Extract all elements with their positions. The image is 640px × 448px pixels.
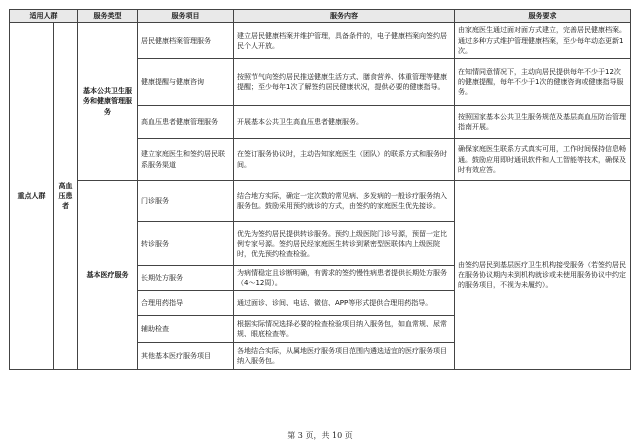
service-item-requirement: 由家庭医生通过面对面方式建立，完善居民健康档案。通过多种方式维护管理健康档案，至少每年动态更新1次。 [455,23,631,59]
table-row [10,180,631,222]
service-item-content: 根据实际情况选择必要的检查检验项目纳入服务包，如血常规、尿常规、眼底检查等。 [234,315,455,342]
service-item-name: 合理用药指导 [138,290,234,315]
service-item-content: 优先为签约居民提供转诊服务。预约上级医院门诊号源，预留一定比例专家号源。签约居民经家庭医生转诊到紧密型医联体内上级医院时，优先预约检查检验。 [234,222,455,266]
header-row [10,10,631,23]
service-item-name: 长期处方服务 [138,266,234,291]
page-footer: 第 3 页，共 10 页 [287,431,353,440]
service-item-content: 开展基本公共卫生高血压患者健康服务。 [234,106,455,139]
service-item-requirement: 由签约居民到基层医疗卫生机构接受服务（若签约居民在服务协议期内未到机构就诊或未使用服务协议中约定的服务项目，不视为未履约）。 [455,180,631,369]
service-item-requirement: 确保家庭医生联系方式真实可用，工作时间保持信息畅通。鼓励应用即时通讯软件和人工智能等技术，确保及时有效应答。 [455,139,631,181]
service-item-content: 建立居民健康档案并维护管理，具备条件的，电子健康档案向签约居民个人开放。 [234,23,455,59]
service-item-name: 转诊服务 [138,222,234,266]
header-population: 适用人群 [10,10,78,23]
header-service-type: 服务类型 [78,10,138,23]
header-service-requirement: 服务要求 [455,10,631,23]
service-item-name: 其他基本医疗服务项目 [138,342,234,369]
service-item-content: 各地结合实际，从属地医疗服务项目范围内遴选适宜的医疗服务项目纳入服务包。 [234,342,455,369]
service-item-content: 按照节气向签约居民推送健康生活方式、膳食营养、体重管理等健康提醒；至少每年1次了解签约居民健康状况，提供必要的健康指导。 [234,59,455,106]
service-item-name: 门诊服务 [138,180,234,222]
header-service-item: 服务项目 [138,10,234,23]
service-item-content: 结合地方实际，确定一定次数的常见病、多发病的一般诊疗服务纳入服务包。鼓励采用预约就诊的方式，由签约的家庭医生优先接诊。 [234,180,455,222]
service-item-name: 高血压患者健康管理服务 [138,106,234,139]
service-item-content: 为病情稳定且诊断明确，有需求的签约慢性病患者提供长期处方服务（4～12周）。 [234,266,455,291]
service-item-requirement: 按照国家基本公共卫生服务规范及基层高血压防治管理指南开展。 [455,106,631,139]
service-item-name: 建立家庭医生和签约居民联系服务渠道 [138,139,234,181]
service-item-content: 通过面诊、诊间、电话、微信、APP等形式提供合理用药指导。 [234,290,455,315]
service-type-basic-medical: 基本医疗服务 [78,180,138,369]
header-service-content: 服务内容 [234,10,455,23]
population-cell: 重点人群 [10,23,54,370]
service-item-content: 在签订服务协议时，主动告知家庭医生（团队）的联系方式和服务时间。 [234,139,455,181]
service-item-name: 居民健康档案管理服务 [138,23,234,59]
service-item-requirement: 在知情同意情况下，主动向居民提供每年不少于12次的健康提醒，每年不少于1次的健康咨询或健康指导服务。 [455,59,631,106]
service-item-name: 辅助检查 [138,315,234,342]
table-row [10,23,631,59]
subgroup-cell: 高血压患者 [54,23,78,370]
service-table [9,9,631,370]
service-item-name: 健康提醒与健康咨询 [138,59,234,106]
service-type-public-health: 基本公共卫生服务和健康管理服务 [78,23,138,181]
